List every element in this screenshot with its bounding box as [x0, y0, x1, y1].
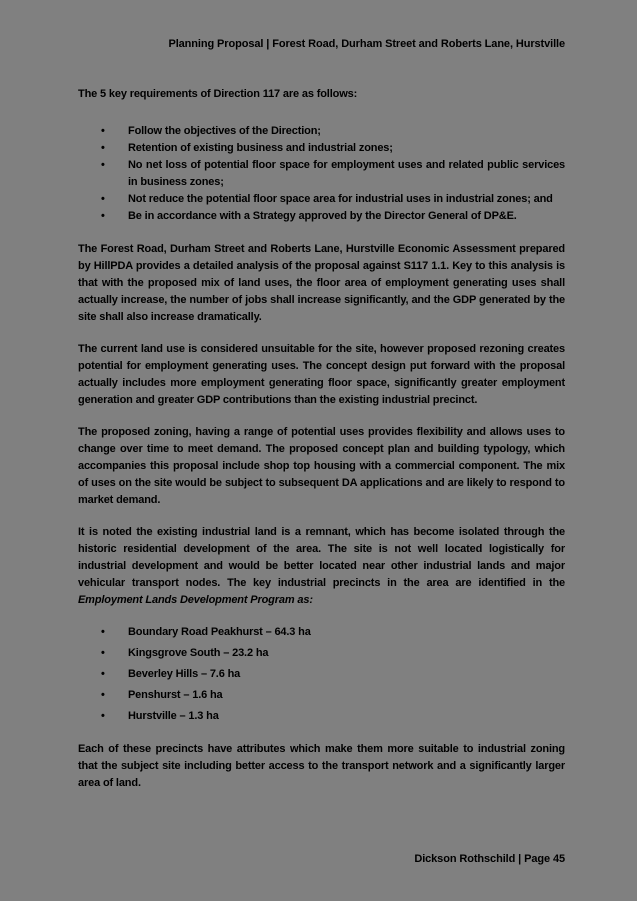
list-item: • Hurstville – 1.3 ha — [128, 708, 565, 725]
list-item: • No net loss of potential floor space for employment uses and related public services in business zones; — [128, 157, 565, 191]
paragraph-economic-assessment: The Forest Road, Durham Street and Roberts Lane, Hurstville Economic Assessment prepared by HillPDA provides a detailed analysis of the proposal against S117 1.1. Key to this analysis is that with the proposed mix of land uses, the floor area of employment generating uses shall actually increase, the number of jobs shall increase significantly, and the GDP generated by the site shall also increase dramatically. — [78, 243, 565, 323]
italic-program-title: Employment Lands Development Program as: — [78, 594, 313, 606]
page-footer: Dickson Rothschild | Page 45 — [414, 853, 565, 865]
page-header-title: Planning Proposal | Forest Road, Durham Street and Roberts Lane, Hurstville — [168, 38, 565, 50]
paragraph-current-land-use: The current land use is considered unsuitable for the site, however proposed rezoning creates potential for employment generating uses. The concept design put forward with the proposal actually includes more employment generating floor space, significantly greater employment generation and greater GDP contributions than the existing industrial precinct. — [78, 343, 565, 406]
list-item: • Retention of existing business and industrial zones; — [128, 140, 565, 157]
list-item: • Kingsgrove South – 23.2 ha — [128, 645, 565, 662]
intro-sentence: The 5 key requirements of Direction 117 are as follows: — [78, 88, 358, 100]
paragraph-text: It is noted the existing industrial land is a remnant, which has become isolated through the historic residential development of the area. The site is not well located logistically for industrial development and would be better located near other industrial lands and major vehicular transport nodes. The key industrial precincts in the area are identified in the — [78, 526, 565, 589]
paragraph-proposed-zoning: The proposed zoning, having a range of potential uses provides flexibility and allows uses to change over time to meet demand. The proposed concept plan and building typology, which accompanies this proposal include shop top housing with a commercial component. The mix of uses on the site would be subject to subsequent DA applications and are likely to respond to market demand. — [78, 426, 565, 506]
list-item: • Beverley Hills – 7.6 ha — [128, 666, 565, 683]
list-item: • Be in accordance with a Strategy approved by the Director General of DP&E. — [128, 208, 565, 225]
precincts-list — [78, 624, 565, 725]
list-item: • Penshurst – 1.6 ha — [128, 687, 565, 704]
list-item: • Not reduce the potential floor space area for industrial uses in industrial zones; and — [128, 191, 565, 208]
paragraph-closing: Each of these precincts have attributes which make them more suitable to industrial zoning that the subject site including better access to the transport network and a significantly larger area of land. — [78, 743, 565, 789]
list-item: • Boundary Road Peakhurst – 64.3 ha — [128, 624, 565, 641]
document-body — [78, 86, 565, 792]
list-item: • Follow the objectives of the Direction; — [128, 123, 565, 140]
requirements-list — [78, 123, 565, 225]
paragraph-industrial-precincts — [78, 524, 565, 609]
